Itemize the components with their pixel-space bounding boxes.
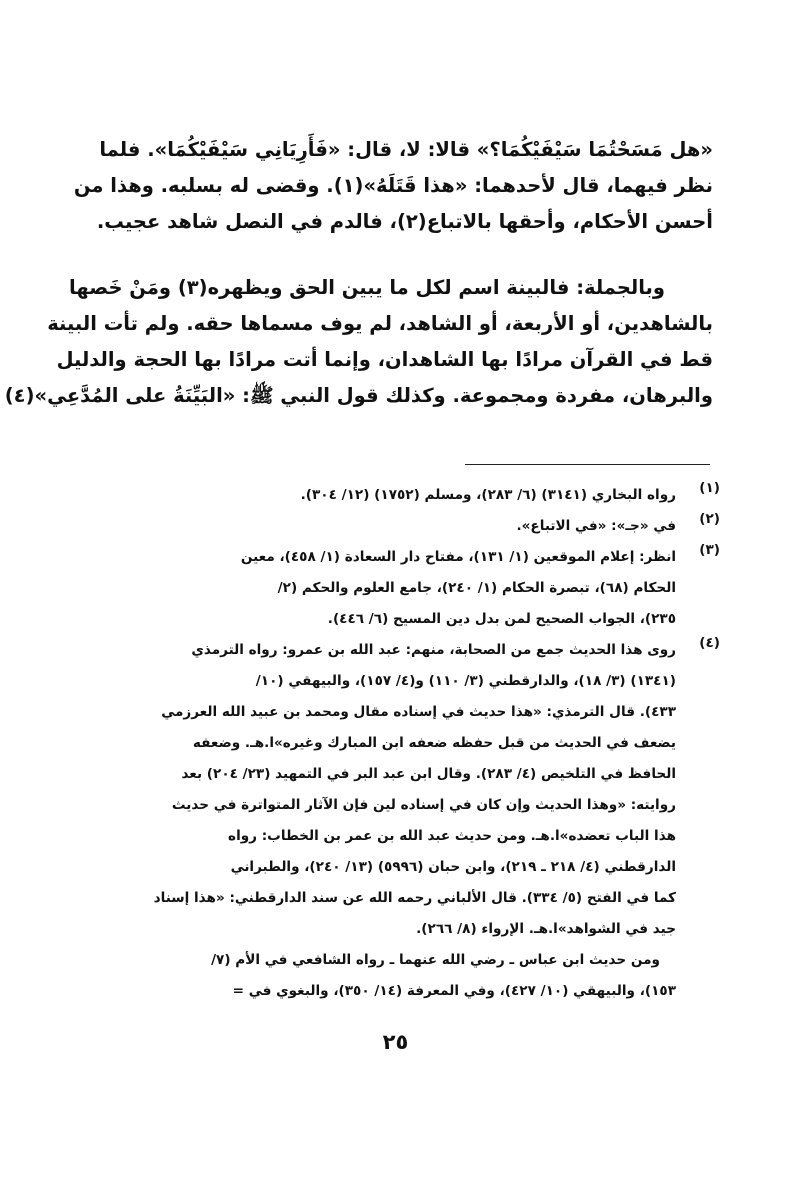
footnote-line: ٤٣٣). قال الترمذي: «هذا حديث في إسناده مقال ومحمد بن عبيد الله العرزمي: [161, 704, 676, 720]
text-line: وبالجملة: فالبينة اسم لكل ما يبين الحق ويظهره(٣) ومَنْ خَصها: [69, 276, 665, 299]
text-line: والبرهان، مفردة ومجموعة. وكذلك قول النبي ﷺ: «البَيِّنَةُ على المُدَّعِي»(٤): [4, 384, 713, 407]
text-line: بالشاهدين، أو الأربعة، أو الشاهد، لم يوف مسماها حقه. ولم تأت البينة: [47, 312, 713, 335]
footnote-2: [52, 511, 720, 542]
footnotes: [52, 480, 720, 1007]
text-line: نظر فيهما، قال لأحدهما: «هذا قَتَلَهُ»(١). وقضى له بسلبه. وهذا من: [73, 174, 713, 197]
footnote-line: كما في الفتح (٥/ ٣٣٤). قال الألباني رحمه الله عن سند الدارقطني: «هذا إسناد: [153, 890, 676, 906]
footnote-line: الحافظ في التلخيص (٤/ ٢٨٣). وقال ابن عبد البر في التمهيد (٢٣/ ٢٠٤) بعد: [181, 766, 676, 782]
footnote-line: هذا الباب تعضده»ا.هـ. ومن حديث عبد الله بن عمر بن الخطاب: رواه: [228, 828, 676, 844]
footnote-line: الحكام (٦٨)، تبصرة الحكام (١/ ٢٤٠)، جامع العلوم والحكم (٢/: [277, 580, 676, 596]
footnote-line: جيد في الشواهد»ا.هـ. الإرواء (٨/ ٢٦٦).: [416, 921, 676, 937]
footnote-line: الدارقطني (٤/ ٢١٨ ـ ٢١٩)، وابن حبان (٥٩٩٦) (١٣/ ٢٤٠)، والطبراني: [230, 859, 676, 875]
footnote-line: (١٣٤١) (٣/ ١٨)، والدارقطني (٣/ ١١٠) و(٤/ ١٥٧)، والبيهقي (١٠/: [255, 673, 676, 689]
footnote-line: روى هذا الحديث جمع من الصحابة، منهم: عبد الله بن عمرو: رواه الترمذي: [191, 642, 676, 658]
footnote-line: روايته: «وهذا الحديث وإن كان في إسناده لين فإن الآثار المتواترة في حديث: [171, 797, 676, 813]
footnote-line: في «جـ»: «في الاتباع».: [516, 518, 676, 534]
footnote-3: [52, 542, 720, 635]
footnote-number: (٢): [699, 511, 720, 527]
footnote-line: رواه البخاري (٣١٤١) (٦/ ٢٨٣)، ومسلم (١٧٥٢) (١٢/ ٣٠٤).: [300, 487, 676, 503]
footnote-continuation: [52, 945, 720, 1007]
footnote-number: (٤): [699, 635, 720, 651]
text-line: قط في القرآن مرادًا بها الشاهدان، وإنما أتت مرادًا بها الحجة والدليل: [56, 348, 713, 371]
footnote-divider: [465, 464, 710, 465]
text-line: «هل مَسَحْتُمَا سَيْفَيْكُمَا؟» قالا: لا، قال: «فَأَرِيَانِي سَيْفَيْكُمَا». فلما: [99, 138, 713, 161]
footnote-4: [52, 635, 720, 945]
main-text: [4, 132, 713, 414]
footnote-line: يضعف في الحديث من قبل حفظه ضعفه ابن المبارك وغيره»ا.هـ. وضعفه: [192, 735, 676, 751]
footnote-number: (٣): [699, 542, 720, 558]
page-number: ٢٥: [382, 1030, 409, 1054]
footnote-1: [52, 480, 720, 511]
footnote-line: ٢٣٥)، الجواب الصحيح لمن بدل دين المسيح (٦/ ٤٤٦).: [327, 611, 676, 627]
text-line: أحسن الأحكام، وأحقها بالاتباع(٢)، فالدم في النصل شاهد عجيب.: [96, 210, 713, 233]
footnote-line: انظر: إعلام الموقعين (١/ ١٣١)، مفتاح دار السعادة (١/ ٤٥٨)، معين: [240, 549, 676, 565]
footnote-line: ١٥٣)، والبيهقي (١٠/ ٤٢٧)، وفي المعرفة (١٤/ ٣٥٠)، والبغوي في =: [232, 983, 676, 999]
footnote-number: (١): [699, 480, 720, 496]
footnote-line: ومن حديث ابن عباس ـ رضي الله عنهما ـ رواه الشافعي في الأم (٧/: [211, 952, 660, 968]
